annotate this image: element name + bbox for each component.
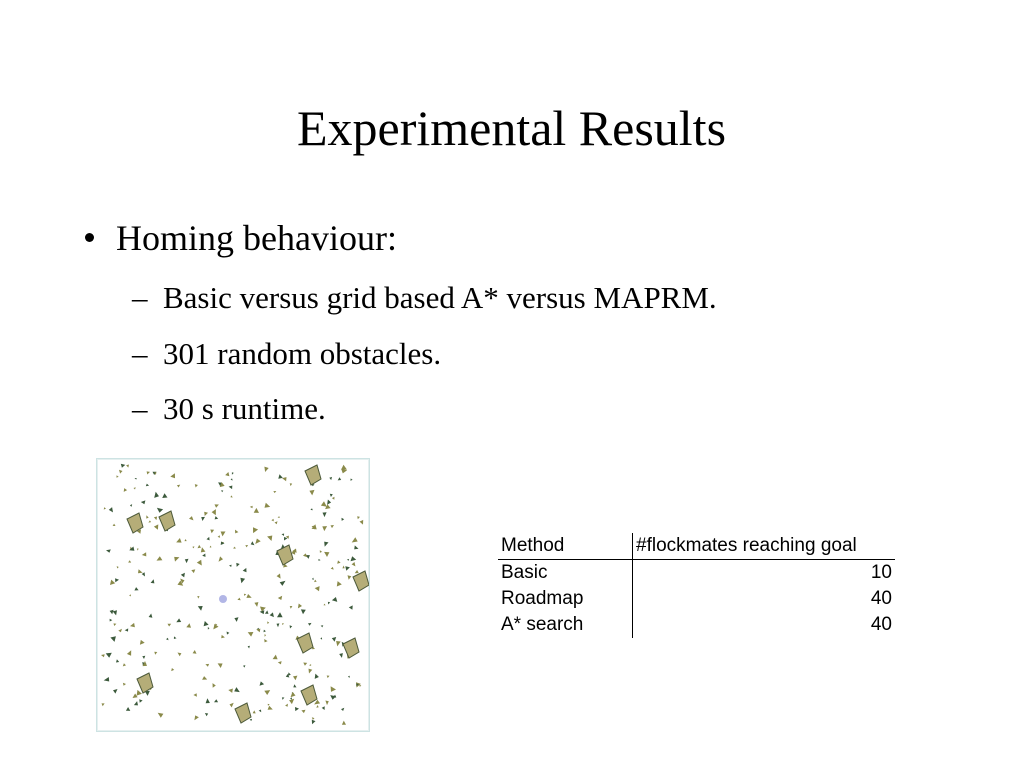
- obstacle-shape: [146, 515, 148, 518]
- obstacle-shape: [236, 563, 239, 567]
- obstacle-shape: [104, 507, 106, 509]
- count-cell: 10: [870, 562, 892, 583]
- obstacle-shape: [137, 549, 139, 551]
- obstacle-shape: [134, 587, 138, 590]
- obstacle-shape: [234, 687, 240, 692]
- obstacle-shape: [301, 710, 305, 713]
- obstacle-shape: [142, 552, 147, 556]
- obstacle-shape: [260, 681, 265, 685]
- count-cell: 40: [870, 588, 892, 609]
- obstacle-shape: [177, 485, 180, 488]
- obstacle-shape: [330, 494, 333, 497]
- obstacle-shape: [202, 676, 207, 680]
- large-obstacle-shape: [305, 465, 321, 485]
- obstacle-shape: [298, 604, 302, 609]
- obstacle-shape: [166, 638, 169, 641]
- obstacle-shape: [250, 506, 253, 509]
- dash-icon: –: [132, 336, 148, 371]
- obstacle-shape: [301, 609, 306, 614]
- obstacle-shape: [106, 549, 111, 552]
- obstacle-shape: [314, 580, 317, 583]
- obstacle-shape: [259, 710, 262, 713]
- obstacle-shape: [192, 546, 194, 548]
- obstacle-shape: [331, 525, 335, 528]
- obstacle-shape: [101, 654, 105, 657]
- obstacle-shape: [232, 472, 234, 475]
- obstacle-shape: [125, 628, 129, 631]
- dash-icon: –: [132, 391, 148, 426]
- obstacle-shape: [181, 573, 185, 578]
- count-cell: 40: [870, 614, 892, 635]
- obstacle-shape: [130, 504, 132, 507]
- obstacle-shape: [193, 650, 197, 654]
- obstacle-shape: [264, 467, 268, 472]
- slide-title: Experimental Results: [296, 100, 727, 156]
- obstacle-shape: [303, 663, 307, 666]
- obstacle-shape: [315, 586, 320, 591]
- bullet-text: Homing behaviour:: [116, 218, 397, 258]
- obstacle-shape: [115, 578, 119, 582]
- obstacle-shape: [243, 665, 245, 668]
- obstacle-shape: [221, 635, 225, 638]
- column-header-method: Method: [498, 533, 633, 560]
- obstacle-shape: [359, 685, 361, 687]
- obstacle-shape: [328, 602, 330, 605]
- obstacle-shape: [290, 483, 293, 486]
- obstacle-shape: [246, 594, 251, 598]
- obstacle-shape: [282, 623, 284, 625]
- obstacle-shape: [342, 566, 344, 569]
- obstacle-shape: [129, 594, 131, 596]
- obstacle-shape: [102, 703, 105, 706]
- obstacle-shape: [264, 634, 266, 636]
- obstacle-shape: [332, 637, 336, 642]
- obstacle-shape: [277, 574, 281, 579]
- obstacle-shape: [352, 537, 358, 542]
- obstacle-shape: [290, 697, 292, 699]
- obstacle-shape: [123, 683, 126, 686]
- goal-marker-icon: [219, 595, 227, 603]
- obstacle-shape: [104, 677, 110, 682]
- obstacle-shape: [170, 473, 175, 478]
- obstacle-shape: [332, 597, 337, 602]
- bullet-item: [85, 216, 397, 260]
- obstacle-shape: [325, 701, 328, 706]
- obstacle-shape: [229, 486, 233, 490]
- table-header-row: [498, 533, 895, 560]
- obstacle-shape: [280, 581, 286, 586]
- obstacle-shape: [128, 560, 131, 562]
- obstacle-shape: [118, 629, 122, 633]
- obstacle-shape: [352, 562, 356, 566]
- obstacle-shape: [189, 516, 194, 520]
- obstacle-shape: [205, 713, 208, 716]
- obstacle-shape: [355, 570, 359, 573]
- obstacle-shape: [186, 623, 191, 628]
- obstacle-shape: [277, 623, 280, 627]
- obstacle-shape: [231, 478, 233, 480]
- obstacle-shape: [324, 542, 328, 547]
- obstacle-shape: [290, 606, 293, 609]
- obstacle-shape: [142, 656, 145, 659]
- obstacle-shape: [106, 653, 112, 658]
- obstacle-shape: [321, 501, 327, 507]
- obstacle-shape: [282, 697, 285, 700]
- obstacle-shape: [282, 534, 285, 537]
- obstacle-shape: [348, 575, 352, 580]
- large-obstacle-shape: [297, 633, 313, 653]
- obstacle-shape: [273, 655, 278, 660]
- obstacle-shape: [324, 604, 326, 606]
- method-cell: A* search: [498, 612, 633, 638]
- obstacle-shape: [288, 672, 291, 675]
- sub-bullet-item: [132, 336, 441, 372]
- obstacle-shape: [347, 559, 349, 561]
- obstacle-shape: [282, 477, 287, 481]
- large-obstacle-shape: [235, 703, 251, 723]
- obstacle-shape: [154, 517, 157, 521]
- obstacle-shape: [268, 704, 270, 706]
- obstacle-shape: [174, 636, 177, 639]
- obstacle-shape: [162, 493, 167, 498]
- obstacle-shape: [229, 565, 232, 567]
- obstacle-shape: [168, 624, 172, 627]
- obstacle-shape: [348, 676, 350, 678]
- obstacle-shape: [198, 545, 202, 548]
- obstacle-shape: [255, 539, 260, 545]
- obstacle-shape: [341, 708, 344, 711]
- obstacle-shape: [350, 478, 352, 480]
- obstacle-shape: [275, 521, 278, 524]
- obstacle-shape: [312, 720, 316, 725]
- obstacle-shape: [147, 471, 150, 474]
- large-obstacle-shape: [159, 511, 175, 531]
- obstacle-shape: [151, 579, 155, 583]
- obstacle-shape: [327, 676, 330, 679]
- method-cell: Roadmap: [498, 586, 633, 612]
- obstacle-shape: [210, 546, 212, 548]
- obstacle-shape: [290, 625, 293, 628]
- obstacle-shape: [237, 598, 240, 601]
- obstacle-shape: [293, 684, 296, 687]
- obstacle-shape: [324, 552, 329, 557]
- obstacle-shape: [171, 668, 174, 671]
- simulation-figure: [96, 458, 370, 732]
- obstacle-shape: [244, 594, 246, 596]
- obstacle-shape: [270, 612, 274, 617]
- obstacle-shape: [204, 621, 209, 626]
- obstacle-shape: [210, 530, 214, 534]
- obstacle-shape: [265, 610, 269, 614]
- obstacle-shape: [309, 664, 311, 666]
- obstacle-shape: [134, 487, 136, 489]
- obstacle-shape: [321, 625, 324, 627]
- obstacle-shape: [215, 516, 219, 519]
- obstacle-shape: [213, 683, 216, 688]
- obstacle-shape: [135, 478, 137, 480]
- obstacle-shape: [114, 623, 117, 626]
- obstacle-shape: [110, 610, 114, 614]
- obstacle-shape: [329, 477, 332, 480]
- sub-bullet-text: 30 s runtime.: [163, 391, 326, 426]
- obstacle-shape: [208, 627, 210, 630]
- obstacle-shape: [109, 507, 113, 512]
- obstacle-shape: [218, 663, 223, 668]
- obstacle-shape: [332, 497, 335, 500]
- obstacle-shape: [267, 621, 269, 624]
- obstacle-shape: [191, 569, 195, 573]
- obstacle-shape: [174, 557, 179, 562]
- obstacle-shape: [228, 689, 233, 693]
- obstacle-shape: [138, 569, 143, 573]
- obstacle-shape: [357, 516, 360, 519]
- obstacle-shape: [331, 567, 334, 570]
- obstacle-shape: [336, 641, 341, 646]
- obstacle-shape: [157, 556, 163, 560]
- obstacle-shape: [140, 640, 145, 645]
- obstacle-shape: [149, 614, 153, 618]
- obstacle-shape: [110, 619, 113, 622]
- obstacle-shape: [202, 554, 205, 557]
- obstacle-shape: [327, 500, 331, 505]
- obstacle-shape: [309, 669, 313, 674]
- obstacle-shape: [278, 596, 282, 600]
- obstacle-shape: [312, 578, 314, 580]
- table-row: [498, 612, 895, 638]
- obstacle-shape: [137, 690, 142, 696]
- obstacle-shape: [315, 674, 319, 679]
- obstacle-shape: [331, 686, 336, 692]
- large-obstacle-shape: [301, 685, 317, 705]
- bullet-dot-icon: [85, 233, 94, 242]
- large-obstacle-shape: [277, 545, 293, 565]
- obstacle-shape: [157, 508, 163, 513]
- obstacle-shape: [113, 524, 116, 526]
- obstacle-shape: [253, 710, 256, 713]
- obstacle-shape: [117, 566, 119, 568]
- obstacle-shape: [119, 470, 123, 474]
- obstacle-shape: [285, 704, 288, 707]
- obstacle-shape: [293, 676, 297, 681]
- obstacle-shape: [197, 596, 199, 599]
- obstacle-shape: [110, 580, 115, 585]
- obstacle-shape: [345, 566, 350, 570]
- obstacle-shape: [268, 706, 273, 710]
- obstacle-shape: [113, 689, 118, 694]
- obstacle-shape: [221, 490, 223, 492]
- results-table: [498, 533, 895, 638]
- table-row: [498, 560, 895, 587]
- obstacle-shape: [354, 545, 358, 549]
- sub-bullet-text: 301 random obstacles.: [163, 336, 442, 371]
- obstacle-shape: [325, 504, 331, 509]
- obstacle-shape: [141, 500, 146, 504]
- obstacle-shape: [124, 488, 127, 492]
- obstacle-shape: [265, 503, 271, 508]
- obstacle-shape: [250, 719, 252, 721]
- obstacle-shape: [176, 538, 181, 543]
- obstacle-shape: [233, 547, 236, 549]
- obstacle-shape: [207, 537, 210, 541]
- obstacle-shape: [116, 659, 119, 662]
- obstacle-shape: [278, 516, 280, 518]
- obstacle-shape: [214, 699, 218, 702]
- obstacle-shape: [323, 512, 327, 517]
- obstacle-shape: [230, 703, 234, 708]
- obstacle-shape: [248, 632, 254, 637]
- method-cell: Basic: [498, 560, 633, 587]
- obstacle-shape: [264, 639, 267, 642]
- obstacle-shape: [291, 692, 296, 697]
- obstacle-shape: [230, 495, 232, 497]
- obstacle-shape: [134, 701, 138, 705]
- obstacle-shape: [316, 705, 318, 708]
- large-obstacle-shape: [353, 571, 369, 591]
- obstacle-shape: [201, 547, 206, 552]
- obstacle-shape: [234, 617, 238, 622]
- obstacle-shape: [212, 509, 216, 515]
- obstacle-shape: [309, 490, 314, 496]
- obstacle-shape: [264, 690, 270, 695]
- obstacle-shape: [206, 698, 210, 703]
- obstacle-shape: [240, 578, 245, 584]
- obstacle-shape: [146, 484, 149, 487]
- obstacle-shape: [227, 632, 230, 635]
- table-row: [498, 586, 895, 612]
- obstacle-shape: [158, 713, 164, 718]
- obstacle-shape: [127, 650, 131, 655]
- obstacle-shape: [129, 547, 134, 551]
- large-obstacle-shape: [343, 638, 359, 658]
- obstacle-shape: [126, 707, 130, 711]
- obstacle-shape: [248, 646, 250, 649]
- obstacle-shape: [271, 519, 273, 522]
- obstacle-shape: [254, 602, 258, 607]
- obstacle-shape: [148, 520, 151, 522]
- obstacle-shape: [198, 606, 203, 611]
- obstacle-shape: [113, 610, 117, 615]
- obstacle-shape: [221, 532, 226, 537]
- obstacle-shape: [278, 661, 282, 664]
- obstacle-shape: [319, 559, 321, 561]
- obstacle-shape: [277, 612, 283, 617]
- obstacle-shape: [154, 524, 158, 529]
- obstacle-shape: [322, 526, 327, 531]
- obstacle-shape: [121, 464, 126, 468]
- obstacle-shape: [193, 693, 197, 697]
- obstacle-shape: [176, 618, 181, 622]
- obstacle-shape: [110, 636, 116, 642]
- obstacle-shape: [339, 653, 343, 658]
- obstacle-shape: [245, 545, 248, 547]
- obstacle-shape: [295, 707, 299, 711]
- obstacle-shape: [349, 605, 353, 609]
- obstacle-shape: [154, 652, 157, 655]
- obstacle-shape: [308, 623, 312, 626]
- obstacle-shape: [310, 508, 312, 510]
- obstacle-shape: [251, 541, 255, 545]
- obstacle-shape: [130, 623, 135, 627]
- obstacle-shape: [142, 572, 145, 576]
- sub-bullet-item: [132, 391, 326, 427]
- obstacle-shape: [235, 530, 238, 534]
- obstacle-shape: [184, 539, 186, 541]
- obstacle-shape: [225, 472, 229, 476]
- obstacle-shape: [360, 520, 364, 525]
- obstacle-shape: [201, 517, 205, 521]
- column-header-flockmates: #flockmates reaching goal: [633, 533, 896, 560]
- obstacle-shape: [338, 477, 342, 480]
- obstacle-shape: [320, 550, 322, 553]
- obstacle-shape: [218, 535, 221, 538]
- obstacle-field-image: [97, 459, 369, 731]
- obstacle-shape: [253, 527, 258, 533]
- obstacle-shape: [185, 559, 189, 563]
- obstacle-shape: [139, 699, 142, 703]
- obstacle-shape: [215, 504, 219, 507]
- dash-icon: –: [132, 280, 148, 315]
- obstacle-shape: [322, 706, 325, 710]
- obstacle-shape: [337, 560, 340, 563]
- obstacle-shape: [278, 474, 283, 479]
- obstacle-shape: [320, 637, 322, 639]
- obstacle-shape: [351, 556, 357, 561]
- obstacle-shape: [204, 512, 208, 516]
- obstacle-shape: [116, 475, 118, 477]
- obstacle-shape: [312, 717, 315, 720]
- obstacle-shape: [154, 492, 159, 498]
- obstacle-shape: [178, 653, 182, 657]
- obstacle-shape: [341, 465, 347, 470]
- obstacle-shape: [342, 721, 346, 725]
- obstacle-shape: [267, 536, 272, 542]
- obstacle-shape: [194, 715, 199, 720]
- obstacle-shape: [123, 663, 126, 666]
- obstacle-shape: [243, 568, 247, 572]
- obstacle-shape: [195, 484, 198, 487]
- obstacle-shape: [197, 560, 202, 566]
- obstacle-shape: [289, 699, 294, 704]
- obstacle-shape: [254, 508, 259, 513]
- obstacle-shape: [342, 518, 345, 521]
- obstacle-shape: [205, 664, 209, 667]
- sub-bullet-text: Basic versus grid based A* versus MAPRM.: [163, 280, 717, 315]
- obstacle-shape: [264, 630, 266, 633]
- obstacle-shape: [126, 465, 129, 468]
- obstacle-shape: [273, 491, 276, 493]
- obstacle-shape: [337, 581, 342, 586]
- sub-bullet-item: [132, 280, 717, 316]
- obstacle-shape: [219, 556, 224, 561]
